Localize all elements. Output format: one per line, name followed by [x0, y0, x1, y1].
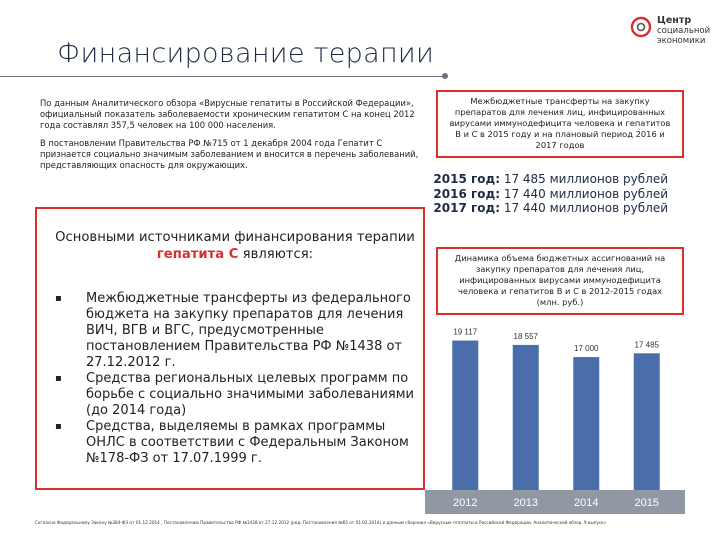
funding-sources-list [55, 291, 420, 467]
intro-paragraph-2: В постановлении Правительства РФ №715 от 1 декабря 2004 года Гепатит С признается социально значимым заболеванием и вносится в перечень заболеваний, представляющих опасность для окружающих. [40, 138, 419, 170]
bar-2013 [513, 345, 539, 490]
data-label-2012: 19 117 [453, 327, 478, 337]
year-label: 2015 год: [433, 172, 500, 186]
dynamics-box: Динамика объема бюджетных ассигнований на закупку препаратов для лечения лиц, инфицированных вирусами иммунодефицита человека и гепатитов В и С в 2012-2015 годах (млн. руб.) [436, 247, 684, 315]
bar-2015 [634, 353, 660, 490]
logo-line-1: Центр [657, 15, 692, 26]
bar-2012 [452, 341, 478, 490]
bullet-icon: ▪ [55, 373, 62, 384]
heading-text: Основными источниками финансирования терапии [55, 230, 415, 245]
tick-label-2015: 2015 [634, 497, 659, 509]
logo [630, 12, 715, 52]
list-item-text: Межбюджетные трансферты из федерального бюджета на закупку препаратов для лечения ВИЧ, ВГВ и ВГС, предусмотренные постановлением Правительства РФ №1438 от 27.12.2012 г. [86, 291, 411, 370]
list-item [55, 371, 420, 419]
tick-label-2012: 2012 [453, 497, 478, 509]
year-amount: 17 485 миллионов рублей [500, 172, 668, 186]
bullet-icon: ▪ [55, 293, 62, 304]
list-item-text: Средства региональных целевых программ по борьбе с социально значимыми заболеваниями (до 2014 года) [86, 371, 415, 418]
intro-paragraph-1: По данным Аналитического обзора «Вирусные гепатиты в Российской Федерации», официальный показатель заболеваемости хроническим гепатитом С на конец 2012 года составлял 357,5 человек на 100 000 населения. [40, 98, 415, 130]
bar-2014 [573, 357, 599, 490]
list-item [55, 291, 420, 371]
heading-highlight: гепатита С [156, 247, 239, 262]
list-item [55, 419, 420, 467]
tick-label-2014: 2014 [574, 497, 599, 509]
yearly-amounts [430, 172, 668, 216]
tick-label-2013: 2013 [513, 497, 538, 509]
list-item-text: Средства, выделяемы в рамках программы ОНЛС в соответствии с Федеральным Законом №178-ФЗ от 17.07.1999 г. [86, 419, 409, 466]
footnote: Согласно Федеральному Закону №384-ФЗ от 01.12.2014 , Постановлению Правительства РФ №1438 от 27.12.2012 (ред. Постановления №65 от 01.02.2014) и данным сборника «Вирусные гепатиты в Российской Федерации. Аналитический обзор. 9 выпуск» [35, 520, 607, 525]
year-row-2017 [430, 201, 668, 216]
logo-text [657, 16, 710, 46]
bullet-icon: ▪ [55, 421, 62, 432]
intro-text [40, 98, 430, 178]
data-label-2013: 18 557 [513, 331, 538, 341]
title-divider [0, 76, 448, 77]
data-label-2015: 17 485 [634, 340, 659, 350]
transfers-box: Межбюджетные трансферты на закупку препаратов для лечения лиц, инфицированных вирусами иммунодефицита человека и гепатитов В и С в 2015 году и на плановый период 2016 и 2017 годов [436, 90, 684, 158]
budget-bar-chart [425, 318, 685, 518]
logo-mark-icon [630, 16, 652, 38]
year-row-2016 [430, 187, 668, 202]
year-amount: 17 440 миллионов рублей [500, 201, 668, 215]
year-row-2015 [430, 172, 668, 187]
data-label-2014: 17 000 [574, 344, 599, 354]
heading-text-end: являются: [238, 247, 314, 262]
funding-sources-box [35, 207, 425, 490]
year-amount: 17 440 миллионов рублей [500, 186, 668, 201]
page-title: Финансирование терапии [57, 38, 435, 69]
year-label: 2016 год: [433, 186, 500, 201]
funding-sources-heading [45, 229, 425, 263]
logo-line-2: социальной [657, 26, 711, 36]
year-label: 2017 год: [433, 201, 500, 215]
logo-line-3: экономики [657, 36, 706, 46]
